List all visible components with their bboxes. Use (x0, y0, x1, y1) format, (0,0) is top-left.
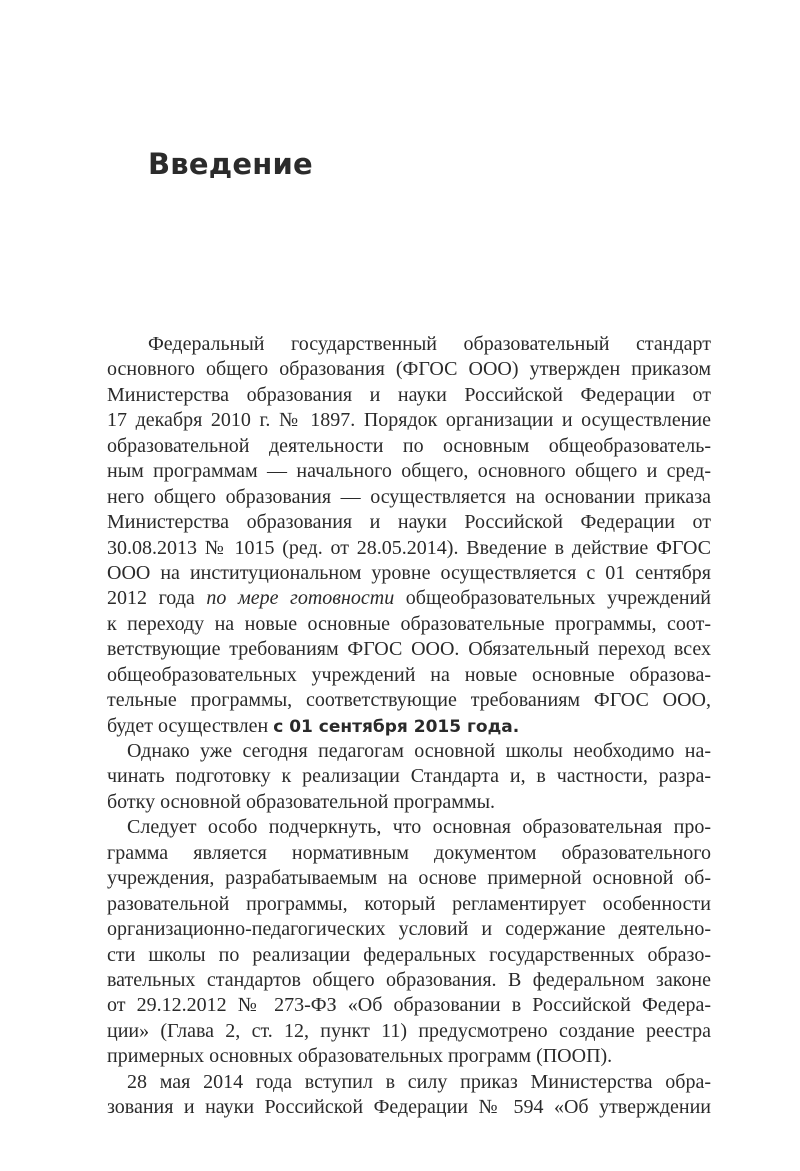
text-segment: 30.08.2013 № 1015 (ред. от 28.05.2014). Введение в действие ФГОС (107, 536, 711, 559)
text-segment: образовательной деятельности по основным общеобразователь- (107, 434, 711, 457)
text-line (107, 612, 711, 637)
text-line (107, 1019, 711, 1044)
text-segment: Федеральный государственный образовательный стандарт (148, 333, 711, 355)
text-segment: к переходу на новые основные образовательные программы, соот- (107, 612, 711, 635)
text-segment: зования и науки Российской Федерации № 594 «Об утверждении (107, 1096, 711, 1119)
text-line (107, 586, 711, 611)
paragraph (107, 332, 711, 739)
text-segment: сти школы по реализации федеральных государственных образо- (107, 943, 711, 966)
text-segment: ным программам — начального общего, основного общего и сред- (107, 460, 711, 483)
text-segment: ООО на институциональном уровне осуществляется с 01 сентября (107, 561, 711, 584)
paragraph (107, 815, 711, 1069)
text-segment: Министерства образования и науки Российской Федерации от (107, 383, 711, 406)
text-line (107, 714, 711, 739)
text-line (107, 764, 711, 789)
text-line (107, 485, 711, 510)
text-segment: вательных стандартов общего образования. В федеральном законе (107, 968, 711, 991)
italic-text: по мере готовности (206, 587, 395, 610)
text-segment: организационно-педагогических условий и содержание деятельно- (107, 918, 711, 941)
text-segment: 2012 года (107, 587, 207, 610)
text-line (107, 892, 711, 917)
text-segment: 28 мая 2014 года вступил в силу приказ Министерства обра- (127, 1070, 711, 1093)
text-line (107, 408, 711, 433)
text-segment: учреждения, разрабатываемым на основе примерной основной об- (107, 867, 711, 890)
text-line (107, 357, 711, 382)
text-line (107, 968, 711, 993)
text-segment: будет осуществлен (107, 714, 274, 737)
paragraph (107, 1070, 711, 1121)
text-line (107, 434, 711, 459)
text-line (107, 993, 711, 1018)
text-segment: грамма является нормативным документом образовательного (107, 841, 711, 864)
text-line (107, 383, 711, 408)
text-segment: Министерства образования и науки Российской Федерации от (107, 511, 711, 534)
text-line (107, 561, 711, 586)
text-line (107, 688, 711, 713)
text-segment: ции» (Глава 2, ст. 12, пункт 11) предусмотрено создание реестра (107, 1019, 711, 1042)
text-segment: Следует особо подчеркнуть, что основная образовательная про- (127, 816, 711, 839)
text-segment: ветствующие требованиям ФГОС ООО. Обязательный переход всех (107, 638, 711, 661)
body-text (107, 332, 711, 1121)
text-segment: общеобразовательных учреждений (394, 587, 711, 610)
text-segment: него общего образования — осуществляется на основании приказа (107, 485, 711, 508)
text-line (107, 459, 711, 484)
text-segment: тельные программы, соответствующие требованиям ФГОС ООО, (107, 689, 711, 712)
text-segment: 17 декабря 2010 г. № 1897. Порядок организации и осуществление (107, 409, 711, 432)
text-line (107, 1095, 711, 1120)
paragraph (107, 739, 711, 815)
text-line (107, 841, 711, 866)
text-segment: примерных основных образовательных программ (ПООП). (107, 1045, 613, 1068)
text-line (107, 790, 711, 815)
text-segment: от 29.12.2012 № 273-ФЗ «Об образовании в Российской Федера- (107, 994, 711, 1017)
text-line (107, 332, 711, 357)
text-line (107, 1070, 711, 1095)
text-segment: ботку основной образовательной программы. (107, 790, 496, 813)
text-line (107, 510, 711, 535)
text-line (107, 637, 711, 662)
page-heading: Введение (148, 147, 313, 182)
text-line (107, 663, 711, 688)
text-line (107, 536, 711, 561)
text-line (107, 739, 711, 764)
text-line (107, 917, 711, 942)
text-segment: основного общего образования (ФГОС ООО) утвержден приказом (107, 358, 711, 381)
text-line (107, 815, 711, 840)
text-line (107, 943, 711, 968)
text-segment: чинать подготовку к реализации Стандарта и, в частности, разра- (107, 765, 711, 788)
text-line (107, 1044, 711, 1069)
text-segment: разовательной программы, который регламентирует особенности (107, 892, 711, 915)
text-segment: Однако уже сегодня педагогам основной школы необходимо на- (127, 740, 711, 762)
bold-text: с 01 сентября 2015 года. (273, 716, 520, 737)
text-segment: общеобразовательных учреждений на новые основные образова- (107, 663, 711, 686)
text-line (107, 866, 711, 891)
